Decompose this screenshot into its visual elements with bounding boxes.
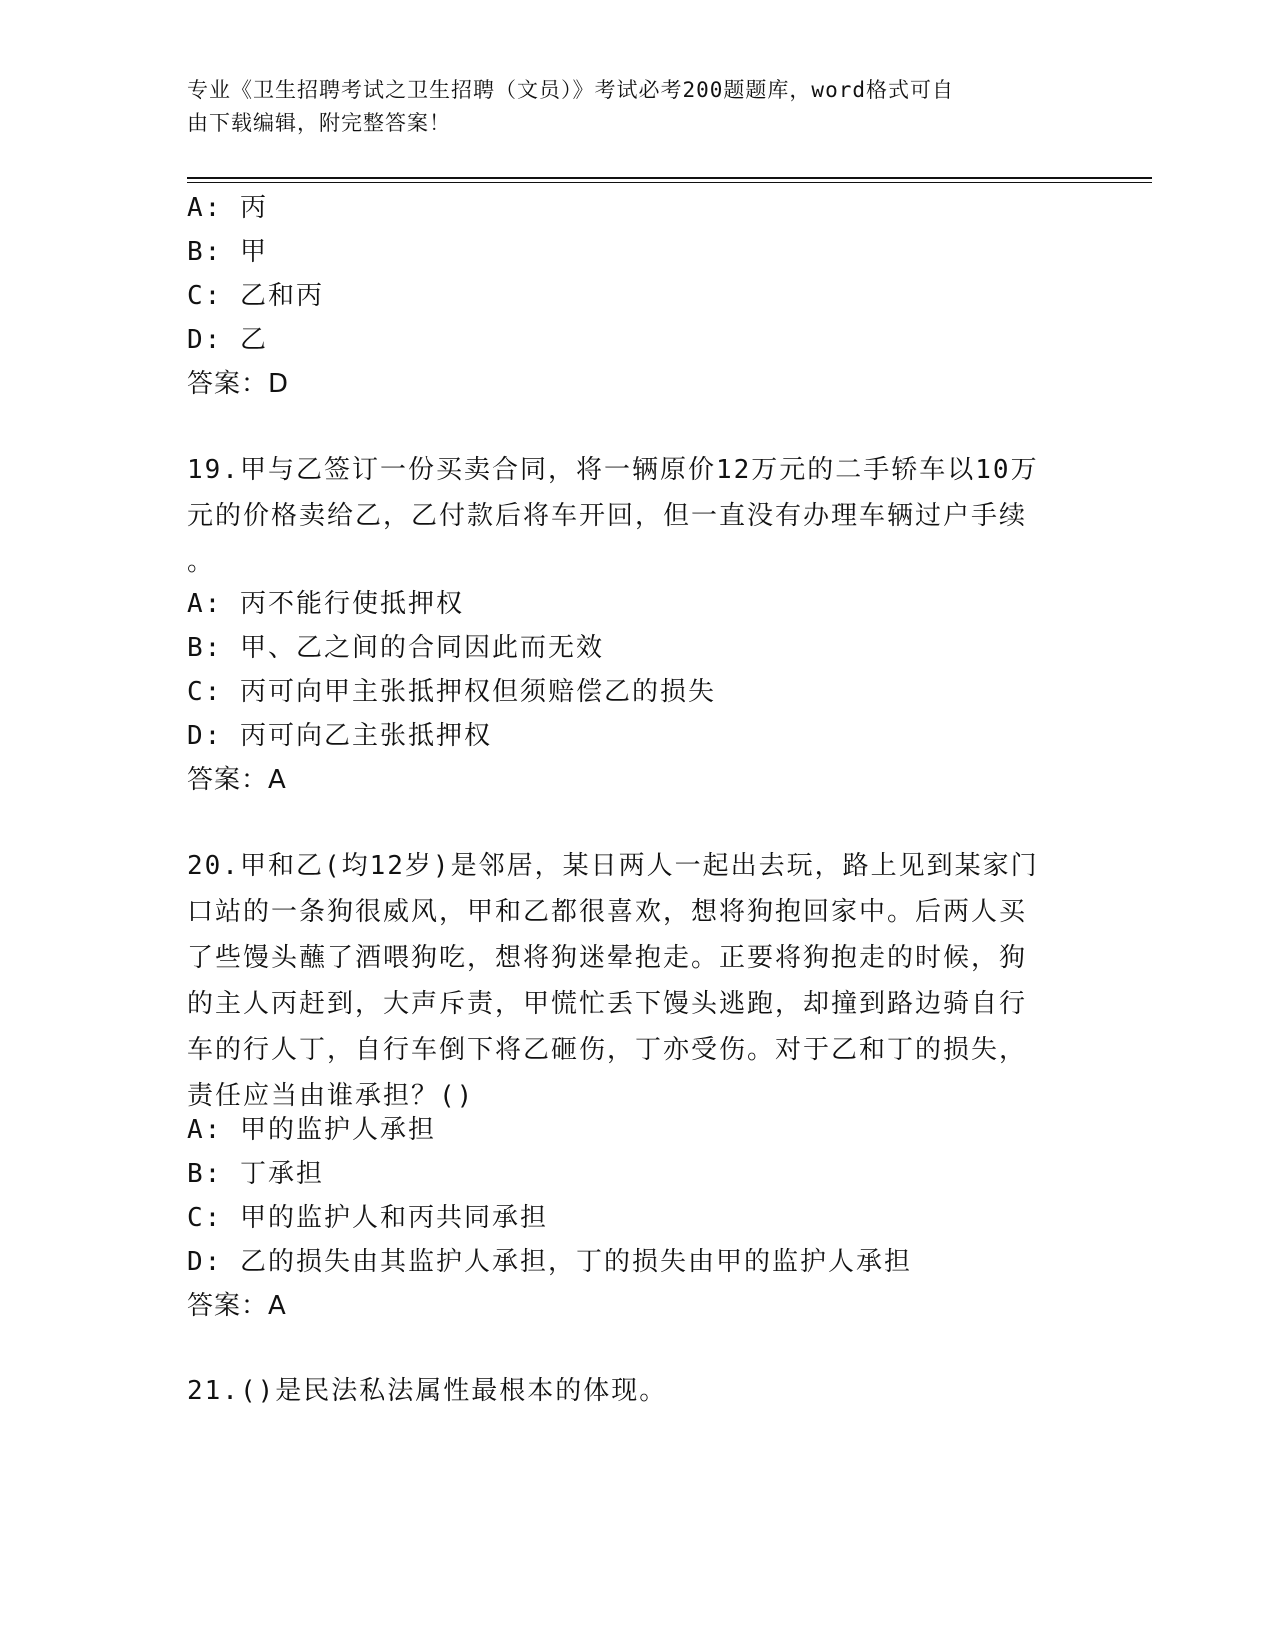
q19-stem-line: 19.甲与乙签订一份买卖合同，将一辆原价12万元的二手轿车以10万 [187,455,1039,485]
q19-stem-line: 。 [187,547,216,577]
q20-option-a: A: 甲的监护人承担 [187,1115,436,1145]
q20-stem-line: 的主人丙赶到，大声斥责，甲慌忙丢下馒头逃跑，却撞到路边骑自行 [187,989,1028,1019]
q19-option-c: C: 丙可向甲主张抵押权但须赔偿乙的损失 [187,677,716,707]
q18-answer: 答案：D [187,369,290,399]
q20-option-c: C: 甲的监护人和丙共同承担 [187,1203,548,1233]
q20-stem-line: 车的行人丁，自行车倒下将乙砸伤，丁亦受伤。对于乙和丁的损失， [187,1035,1028,1065]
q20-stem-line: 20.甲和乙(均12岁)是邻居，某日两人一起出去玩，路上见到某家门 [187,851,1039,881]
q18-option-b: B: 甲 [187,237,268,267]
q20-stem-line: 责任应当由谁承担？() [187,1081,475,1111]
q20-stem [187,843,1067,1119]
q20-stem-line: 口站的一条狗很威风，甲和乙都很喜欢，想将狗抱回家中。后两人买 [187,897,1028,927]
q19-option-d: D: 丙可向乙主张抵押权 [187,721,492,751]
q18-option-d: D: 乙 [187,325,268,355]
q21-stem: 21.()是民法私法属性最根本的体现。 [187,1376,668,1406]
q20-option-b: B: 丁承担 [187,1159,324,1189]
q20-option-d: D: 乙的损失由其监护人承担，丁的损失由甲的监护人承担 [187,1247,912,1277]
header-line-2: 由下载编辑，附完整答案！ [187,111,451,135]
q19-stem [187,447,1067,585]
q20-stem-line: 了些馒头蘸了酒喂狗吃，想将狗迷晕抱走。正要将狗抱走的时候，狗 [187,943,1028,973]
q18-option-a: A: 丙 [187,193,268,223]
header-line-1: 专业《卫生招聘考试之卫生招聘（文员）》考试必考200题题库，word格式可自 [187,78,954,102]
header-divider-thick [187,177,1152,179]
q19-answer: 答案：A [187,765,287,795]
q19-option-b: B: 甲、乙之间的合同因此而无效 [187,633,604,663]
header-divider-thin [187,182,1152,183]
q18-option-c: C: 乙和丙 [187,281,324,311]
document-header [187,74,1067,140]
q19-stem-line: 元的价格卖给乙，乙付款后将车开回，但一直没有办理车辆过户手续 [187,501,1028,531]
q20-answer: 答案：A [187,1291,287,1321]
q19-option-a: A: 丙不能行使抵押权 [187,589,464,619]
